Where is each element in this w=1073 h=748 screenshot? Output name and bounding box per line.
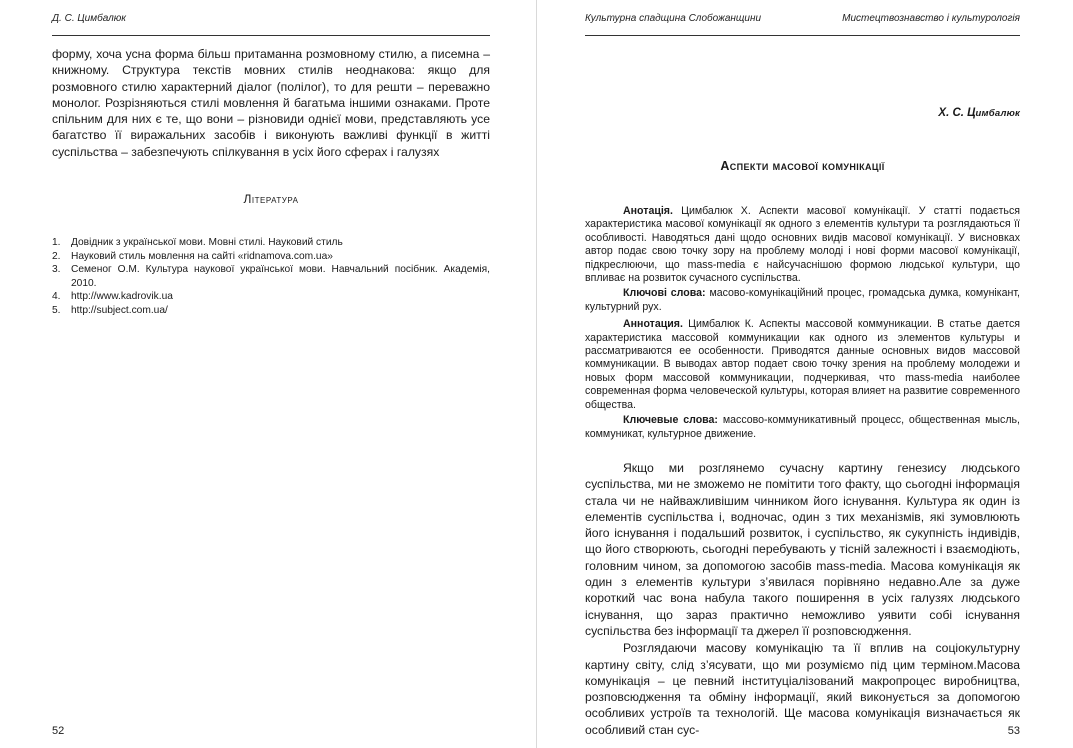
abstract-ru-text: Цимбалюк К. Аспекты массовой коммуникации. В статье дается характеристика массовой коммуникации как одного из элементов культуры и рассматриваются ее особенности. Приводятся данные основных видов массовой коммуникации. В выводах автор подает свою точку зрения на проблему молодежи и новых форм массовой коммуникации, подчеркивая, что mass-media наиболее современная форма человеческой культуры, которая влияет на развитие современного общества.: [585, 318, 1020, 411]
abstract-ua-text: Цимбалюк Х. Аспекти масової комунікації. У статті подається характеристика масової комунікації як одного з елементів культури та розглядаються її особливості. Наводяться дані щодо основних видів масової комунікації. У висновках автор подає свою точку зору на проблему молоді і нові форми масової комунікації, підкреслюючи, що mass-media є найсучаснішою формою людської культури, що впливає на розвиток сучасного суспільства.: [585, 205, 1020, 285]
reference-text: Семеног О.М. Культура наукової української мови. Навчальний посібник. Академія, 2010.: [71, 264, 490, 289]
abstract-ru-label: Аннотация.: [623, 318, 683, 331]
keywords-ua: [585, 287, 1020, 314]
reference-list: [52, 236, 490, 317]
article-title: Аспекти масової комунікації: [720, 159, 885, 173]
keywords-ru-label: Ключевые слова:: [623, 414, 718, 427]
reference-number: 5.: [52, 304, 61, 316]
abstract-ua-label: Анотація.: [623, 205, 673, 217]
reference-number: 1.: [52, 237, 61, 248]
reference-item: [52, 250, 490, 264]
article-body: [585, 460, 1020, 739]
reference-item: [52, 290, 490, 304]
header-rule: [52, 35, 490, 36]
keywords-ua-text: масово-комунікаційний процес, громадська думка, комунікант, культурний рух.: [585, 287, 1020, 313]
page-number: 52: [52, 725, 65, 737]
reference-text: http://www.kadrovik.ua: [71, 291, 173, 302]
abstract-ru: [585, 318, 1020, 412]
author-surname: имбалюк: [975, 108, 1020, 119]
page-number: 53: [1007, 725, 1020, 737]
article-author: [938, 107, 1020, 119]
reference-number: 3.: [52, 264, 61, 275]
author-initials: Х. С. Ц: [938, 107, 976, 119]
running-head-section: Мистецтвознавство і культурологія: [842, 13, 1020, 24]
running-head-author: Д. С. Цимбалюк: [52, 13, 127, 24]
body-text: [52, 46, 490, 160]
body-paragraph: форму, хоча усна форма більш притаманна розмовному стилю, а писемна – книжному. Структура текстів мовних стилів неоднакова: якщо для розмовного стилю характерний діалог (полілог), то для решти – переважно монолог. Розрізняються стилі мовлення й багатьма іншими ознаками. Проте спільним для них є те, що вони – різновиди однієї мови, представляють усе багатство її виражальних засобів і виконують важливі функції в житті суспільства – забезпечують спілкування в усіх його сферах і галузях: [52, 47, 490, 159]
reference-text: Науковий стиль мовлення на сайті «ridnamova.com.ua»: [71, 250, 333, 262]
reference-item: [52, 304, 490, 318]
body-paragraph: Розглядаючи масову комунікацію та її вплив на соціокультурну картину світу, слід з’ясувати, що ми розуміємо під цим терміном.Масова комунікація – це певний інституціалізований макропроцес виробництва, розповсюдження та обміну інформації, який виконується за допомогою особливих устроїв та технологій. Ще масова комунікація визначається як особливий стан сус-: [585, 641, 1020, 737]
right-page: [537, 0, 1073, 748]
reference-item: [52, 263, 490, 290]
header-rule: [585, 35, 1020, 36]
keywords-ua-label: Ключові слова:: [623, 287, 706, 300]
keywords-ru-text: массово-коммуникативный процесс, общественная мысль, коммуникат, культурное движение.: [585, 414, 1020, 440]
body-paragraph: Якщо ми розглянемо сучасну картину генезису людського суспільства, ми не зможемо не помітити того факту, що сьогодні інформація стала чи не найважливішим чинником його існування. Культура як один із елементів суспільства і, водночас, один з тих механізмів, які зумовлюють його існування і подальший розвиток, і суспільство, як сукупність індивідів, що його створюють, сьогодні перебувають у тісній залежності і взаємодіють, головним чином, за допомогою засобів mass-media. Масова комунікація як один з елементів культури з’явилася порівняно недавно.Але за дуже короткий час вона набула такого поширення в усіх галузях людського існування, що зараз практично неможливо уявити собі існування суспільства без інформації та джерел її розповсюдження.: [585, 461, 1020, 638]
reference-text: Довідник з української мови. Мовні стилі. Науковий стиль: [71, 237, 343, 248]
running-head-journal: Культурна спадщина Слобожанщини: [585, 13, 762, 24]
abstracts-block: [585, 205, 1020, 443]
abstract-ua: [585, 205, 1020, 285]
reference-text: http://subject.com.ua/: [71, 304, 168, 316]
literature-heading: Література: [243, 192, 299, 206]
keywords-ru: [585, 414, 1020, 441]
reference-number: 2.: [52, 250, 61, 262]
reference-item: [52, 236, 490, 250]
reference-number: 4.: [52, 291, 61, 302]
